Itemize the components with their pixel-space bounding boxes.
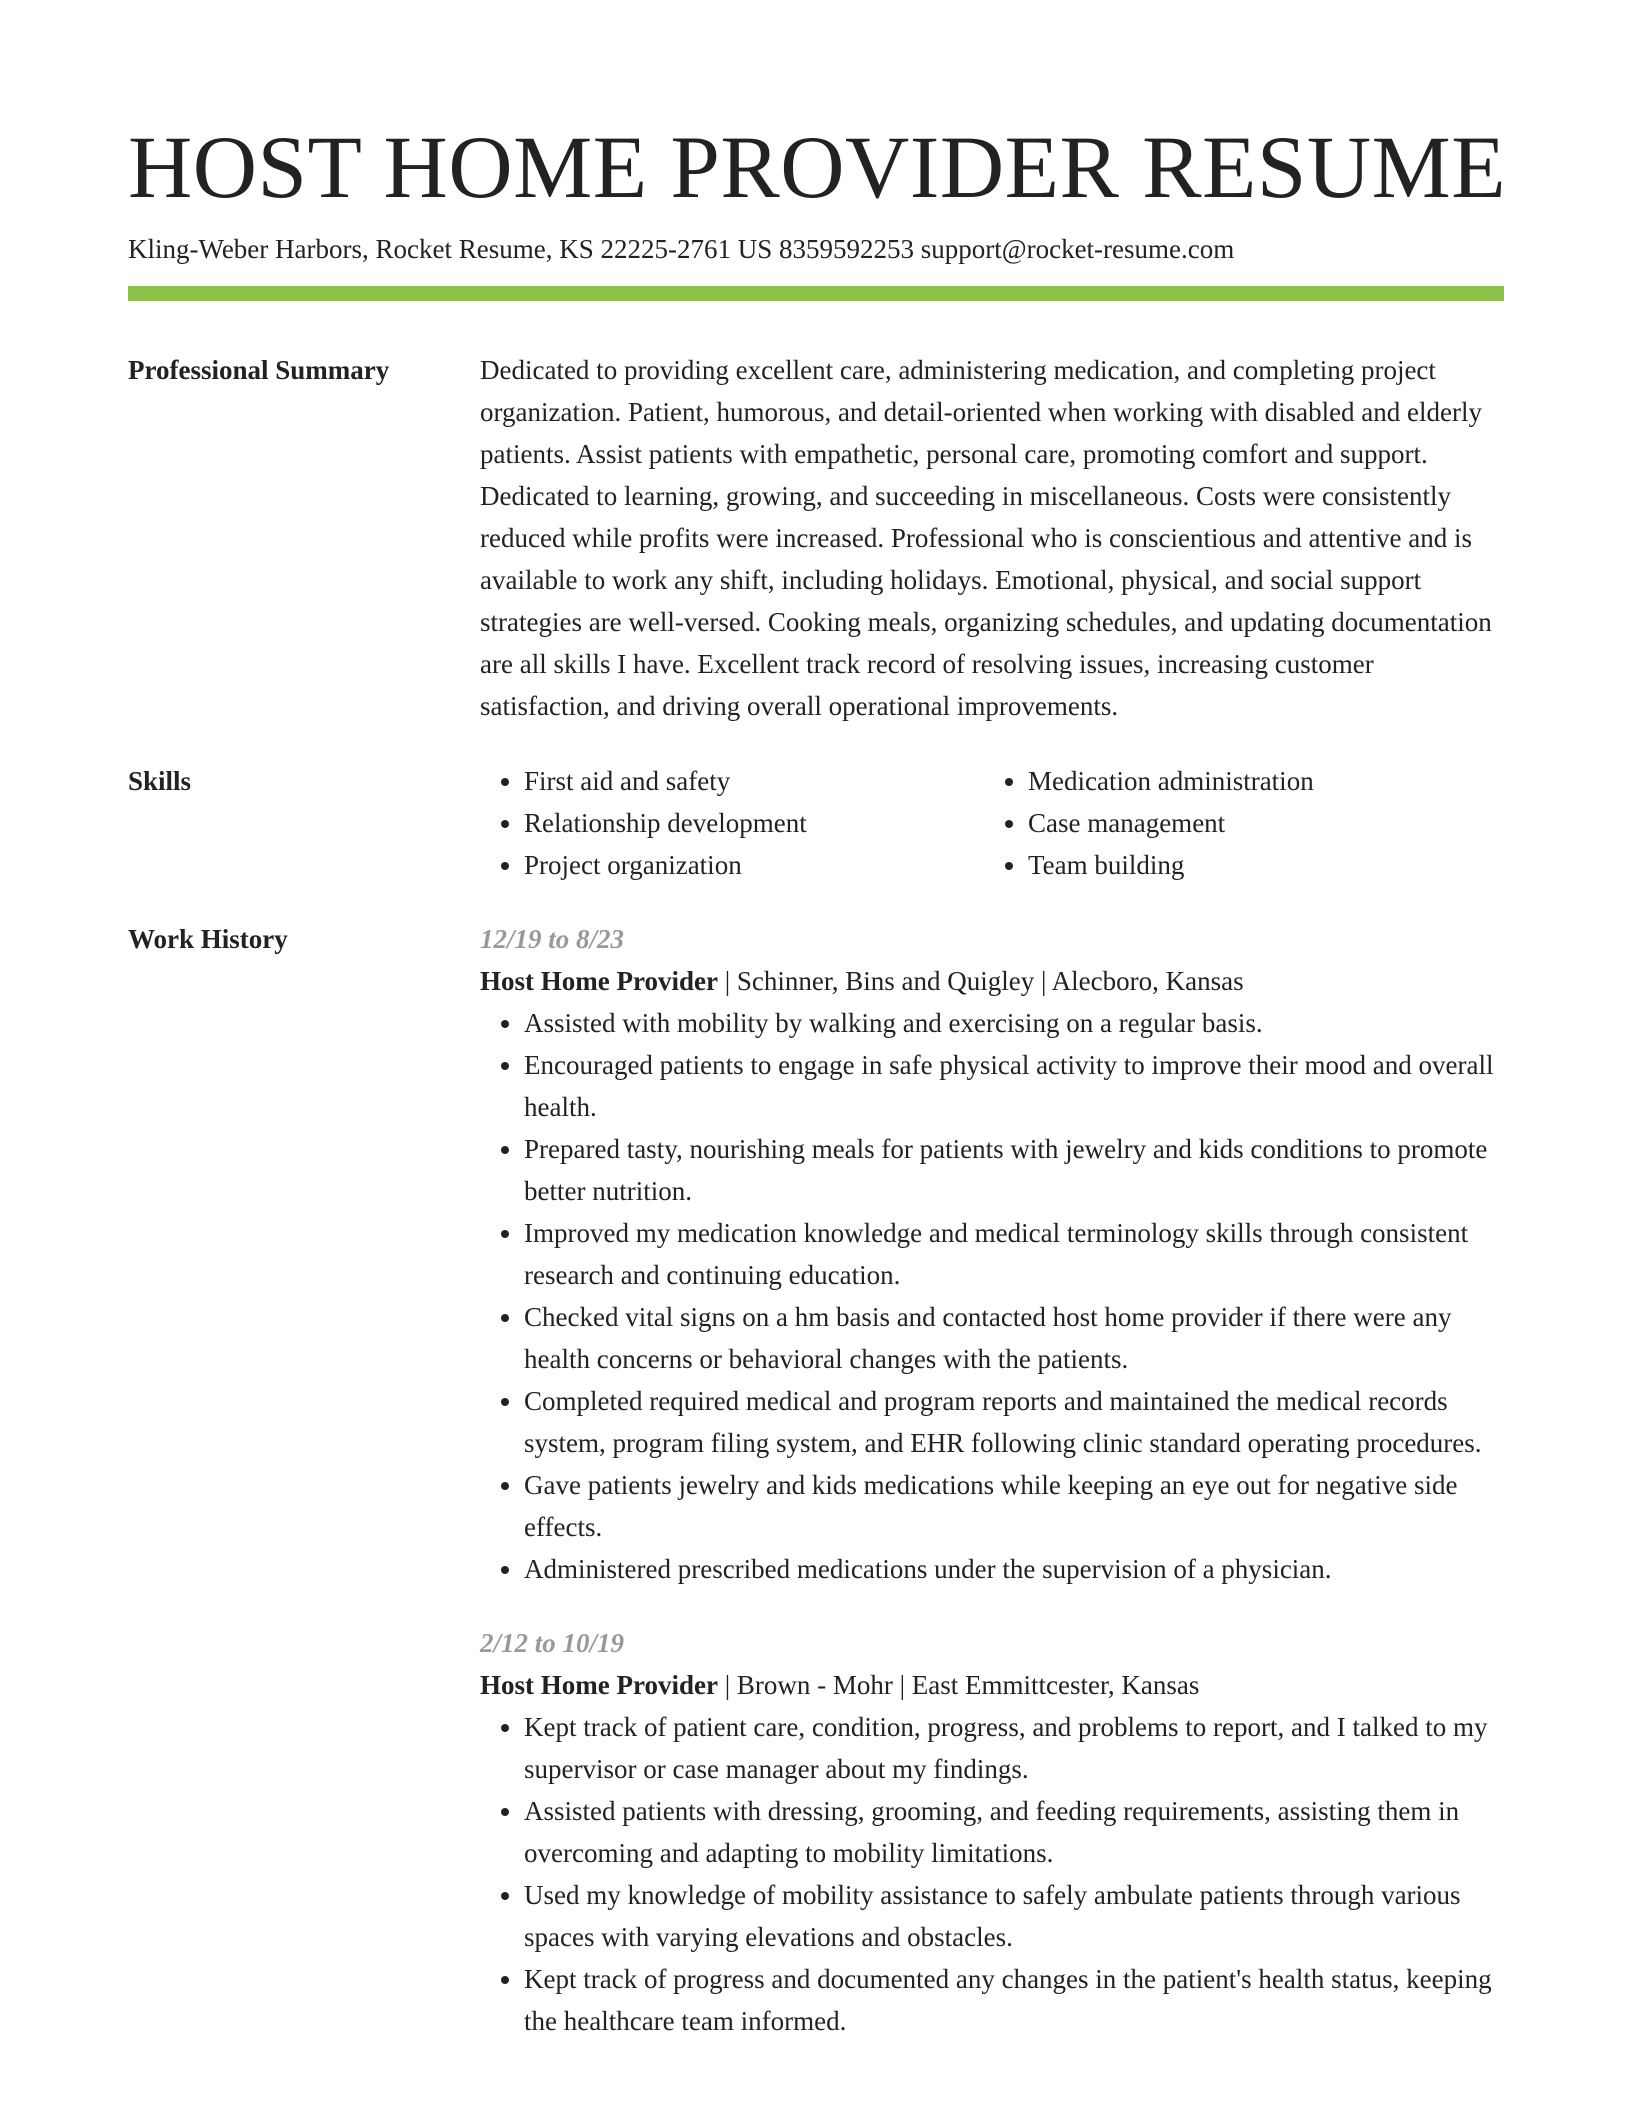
work-history-section [480,918,1506,2042]
job-separator: | [892,1670,912,1700]
job-bullet: • Administered prescribed medications under the supervision of a physician. [524,1548,1506,1590]
summary-text: Dedicated to providing excellent care, administering medication, and completing project organization. Patient, humorous, and detail-oriented when working with disabled and elderly patients. Assist patients with empathetic, personal care, promoting comfort and support. Dedicated to learning, growing, and succeeding in miscellaneous. Costs were consistently reduced while profits were increased. Professional who is conscientious and attentive and is available to work any shift, including holidays. Emotional, physical, and social support strategies are well-versed. Cooking meals, organizing schedules, and updating documentation are all skills I have. Excellent track record of resolving issues, increasing customer satisfaction, and driving overall operational improvements. [480,355,1492,721]
resume-title: HOST HOME PROVIDER RESUME [128,119,1507,217]
job-bullets [480,1002,1506,1590]
job-title: Host Home Provider [480,1670,718,1700]
job-bullet: • Assisted with mobility by walking and exercising on a regular basis. [524,1002,1506,1044]
job-bullet: • Encouraged patients to engage in safe physical activity to improve their mood and overall health. [524,1044,1506,1128]
job-bullet: • Kept track of patient care, condition, progress, and problems to report, and I talked to my supervisor or case manager about my findings. [524,1706,1506,1790]
skill-item: • Case management [1028,802,1488,844]
job-header [480,960,1506,1002]
skills-section [480,760,1506,886]
job-entry [480,1622,1506,2042]
job-dates: 2/12 to 10/19 [480,1628,625,1658]
skills-heading: Skills [128,766,192,796]
job-bullet: • Prepared tasty, nourishing meals for patients with jewelry and kids conditions to promote better nutrition. [524,1128,1506,1212]
job-bullet: • Kept track of progress and documented any changes in the patient's health status, keeping the healthcare team informed. [524,1958,1506,2042]
job-bullet: • Used my knowledge of mobility assistance to safely ambulate patients through various spaces with varying elevations and obstacles. [524,1874,1506,1958]
job-title: Host Home Provider [480,966,718,996]
summary-section [480,349,1506,727]
skills-list-left [480,760,984,886]
job-separator: | [717,1670,737,1700]
job-company: Brown - Mohr [736,1670,893,1700]
job-bullet: • Assisted patients with dressing, grooming, and feeding requirements, assisting them in overcoming and adapting to mobility limitations. [524,1790,1506,1874]
job-entry [480,918,1506,1590]
job-header [480,1664,1506,1706]
job-bullet: • Completed required medical and program reports and maintained the medical records system, program filing system, and EHR following clinic standard operating procedures. [524,1380,1506,1464]
job-bullet: • Checked vital signs on a hm basis and contacted host home provider if there were any health concerns or behavioral changes with the patients. [524,1296,1506,1380]
skill-item: • First aid and safety [524,760,984,802]
work-history-heading: Work History [128,924,288,954]
contact-line: Kling-Weber Harbors, Rocket Resume, KS 22225-2761 US 8359592253 support@rocket-resume.com [128,234,1235,264]
header-divider [128,286,1504,301]
summary-heading: Professional Summary [128,355,390,385]
job-separator: | [1034,966,1052,996]
skill-item: • Relationship development [524,802,984,844]
job-separator: | [717,966,737,996]
job-bullet: • Improved my medication knowledge and medical terminology skills through consistent research and continuing education. [524,1212,1506,1296]
job-bullets [480,1706,1506,2042]
job-location: East Emmittcester, Kansas [911,1670,1200,1700]
skill-item: • Project organization [524,844,984,886]
skill-item: • Medication administration [1028,760,1488,802]
skill-item: • Team building [1028,844,1488,886]
job-location: Alecboro, Kansas [1051,966,1244,996]
job-bullet: • Gave patients jewelry and kids medications while keeping an eye out for negative side effects. [524,1464,1506,1548]
skills-list-right [984,760,1488,886]
job-dates: 12/19 to 8/23 [480,924,625,954]
job-company: Schinner, Bins and Quigley [736,966,1035,996]
